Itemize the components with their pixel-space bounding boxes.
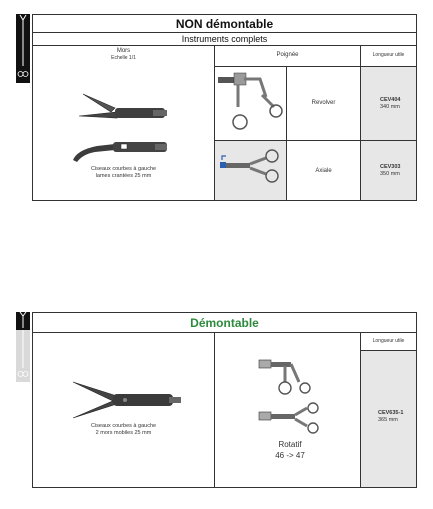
ref-code: CEV404 [380, 97, 401, 103]
ref-cev303 [380, 164, 420, 178]
handle-axiale-label: Axiale [315, 168, 332, 174]
handle-rotatif-label: Rotatif [278, 440, 302, 449]
ref-length: 365 mm [378, 417, 398, 423]
header-mors-scale: Echelle 1/1 [111, 55, 136, 61]
header-longueur: Longueur utile [372, 52, 405, 58]
scissors-icon [16, 312, 30, 330]
revolver-handle-image [216, 67, 286, 139]
jaw-caption-2: 2 mors mobiles 25 mm [95, 430, 152, 436]
ref-code: CEV303 [380, 164, 401, 170]
header-poignee: Poignée [276, 52, 299, 58]
section2-title: Démontable [190, 316, 259, 330]
section1-title: NON démontable [175, 17, 274, 31]
scissors-icon-light [16, 330, 30, 382]
jaw-caption-1: Ciseaux courbes à gauche [90, 166, 157, 172]
rotary-handle-image-top [255, 352, 325, 398]
ref-code: CEV635-1 [378, 410, 404, 416]
ref-length: 340 mm [380, 104, 400, 110]
rotary-handle-image-bottom [255, 402, 325, 436]
handle-revolver-label: Revolver [311, 100, 336, 106]
ref-length: 350 mm [380, 171, 400, 177]
handle-range-label: 46 -> 47 [275, 451, 305, 460]
ref-cev635 [378, 410, 418, 424]
jaw-caption-2: lames crantées 25 mm [95, 173, 152, 179]
curved-scissors-jaw-image [33, 80, 214, 180]
section2-side-tab-light [16, 330, 30, 382]
header-longueur-2: Longueur utile [372, 338, 405, 344]
section1-subtitle: Instruments complets [181, 34, 268, 44]
axial-handle-image [216, 142, 286, 198]
scissors-icon [16, 14, 30, 83]
section1-side-tab [16, 14, 30, 83]
header-mors: Mors [116, 48, 131, 54]
jaw-caption-1: Ciseaux courbes à gauche [90, 423, 157, 429]
section2-side-tab-dark [16, 312, 30, 330]
ref-cev404 [380, 97, 420, 111]
